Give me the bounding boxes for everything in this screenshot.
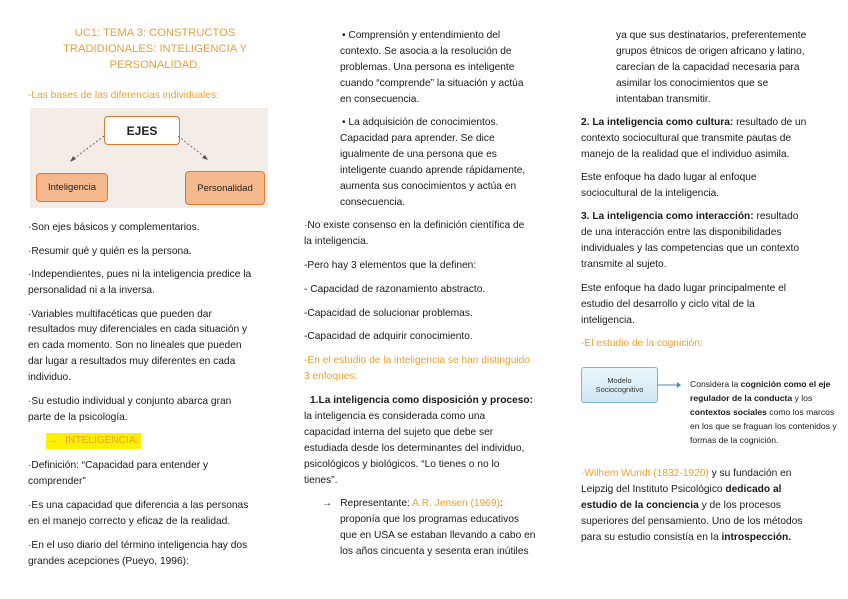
enfoque3-note-3: inteligencia.: [581, 315, 635, 326]
cog-text-3a: contextos sociales: [690, 407, 767, 417]
p-razonamiento: - Capacidad de razonamiento abstracto.: [304, 284, 486, 295]
modelo-label-1: Modelo: [607, 375, 632, 385]
wundt-l5b: introspección.: [721, 532, 792, 543]
inteligencia-heading-label: INTELIGENCIA:: [65, 435, 139, 446]
wundt-l2a: Leipzig del Instituto Psicológico: [581, 484, 726, 495]
enfoque3-note-1: Este enfoque ha dado lugar principalmente el: [581, 283, 787, 294]
p-capacidad-2: en el manejo correcto y eficaz de la realidad.: [28, 516, 231, 527]
doc-title-line-3: PERSONALIDAD.: [109, 59, 201, 71]
p-def-1: ·Definición: “Capacidad para entender y: [28, 460, 209, 471]
p-def-2: comprender”: [28, 476, 86, 487]
p-variables-2: resultados muy diferenciales en cada situación y: [28, 324, 248, 335]
bullet2-line-1: • La adquisición de conocimientos.: [342, 117, 499, 128]
bullet2-line-4: inteligente cuando aprende rápidamente,: [340, 165, 526, 176]
wundt-line-4: superiores del pensamiento. Uno de los métodos: [581, 516, 803, 527]
enfoque3-line-0: [581, 209, 798, 225]
personalidad-label: Personalidad: [197, 182, 253, 194]
rep-line-3: los años cincuenta y sesenta eran inútiles: [340, 546, 529, 557]
enfoque1-line-5: tienes”.: [304, 475, 338, 486]
wundt-l2b: dedicado al: [725, 484, 782, 495]
p-indep-2: personalidad ni a la inversa.: [28, 285, 155, 296]
bullet1-line-4: cuando “comprende” la situación y actúa: [340, 78, 524, 89]
enfoque1-line-2: capacidad interna del sujeto que debe ser: [304, 427, 494, 438]
jensen-name: A.R. Jensen (1969): [412, 498, 500, 509]
representante-colon: :: [499, 498, 503, 509]
wundt-line-5: [581, 530, 791, 546]
cog-text-2b: y los: [792, 393, 813, 403]
wundt-line-2: [581, 482, 781, 498]
arrow-right-icon: [657, 380, 681, 390]
cog-text-2: [690, 392, 812, 405]
bullet1-line-1: • Comprensión y entendimiento del: [342, 30, 501, 41]
cog-text-3b: como los marcos: [766, 407, 835, 417]
p-tres: -Pero hay 3 elementos que la definen:: [304, 260, 477, 271]
p-consenso-2: la inteligencia.: [304, 236, 369, 247]
inteligencia-heading: [46, 433, 141, 449]
representante-line: [322, 496, 503, 512]
enfoque3-note-2: estudio del desarrollo y ciclo vital de la: [581, 299, 755, 310]
inteligencia-label: Inteligencia: [47, 182, 97, 193]
representante-label: Representante:: [340, 498, 413, 509]
enfoque3-line-1: de una interacción entre las disponibilidades: [581, 227, 782, 238]
enfoque1-bold: 1.La inteligencia como disposición y proceso:: [310, 395, 534, 406]
cog-text-1b: cognición como el eje: [740, 379, 831, 389]
cog-text-1a: Considera la: [690, 379, 741, 389]
enfoque3-bold: 3. La inteligencia como interacción:: [581, 211, 754, 222]
cont-line-4: asimilar los conocimientos que se: [616, 78, 769, 89]
enfoque2-bold: 2. La inteligencia como cultura:: [581, 117, 734, 128]
cog-text-2a: regulador de la conducta: [690, 393, 793, 403]
p-indep-1: ·Independientes, pues ni la inteligencia predice la: [28, 269, 252, 280]
enfoque3-first: resultado: [753, 211, 799, 222]
bases-heading: -Las bases de las diferencias individuales:: [28, 90, 219, 101]
ejes-label: EJES: [126, 123, 158, 138]
p-variables-4: dar lugar a resultados muy diferentes en cada: [28, 356, 236, 367]
enfoque1-line-1: la inteligencia es considerada como una: [304, 411, 486, 422]
arrow-right-icon: →: [48, 435, 59, 446]
bullet2-line-5: aumenta sus conocimientos y actúa en: [340, 181, 517, 192]
enfoque2-note-2: sociocultural de la inteligencia.: [581, 188, 720, 199]
p-solucionar: -Capacidad de solucionar problemas.: [304, 308, 473, 319]
cog-text-1: [690, 378, 830, 391]
cont-line-2: grupos étnicos de origen africano y latino,: [616, 46, 805, 57]
p-estudio-1: ·Su estudio individual y conjunto abarca gran: [28, 396, 232, 407]
bullet2-line-2: Capacidad para aprender. Se dice: [340, 133, 495, 144]
wundt-line-1: [581, 466, 791, 482]
enfoque3-line-3: transmite al sujeto.: [581, 259, 667, 270]
p-estudio-2: parte de la psicología.: [28, 412, 128, 423]
doc-title-line-2: TRADIDIONALES: INTELIGENCIA Y: [63, 43, 247, 55]
wundt-line-3: [581, 498, 781, 514]
cog-text-4: en los que se fraguan los contenidos y: [690, 421, 837, 431]
bullet1-line-5: en consecuencia.: [340, 94, 420, 105]
cognicion-heading: -El estudio de la cognición:: [581, 338, 703, 349]
p-uso-1: ·En el uso diario del término inteligencia hay dos: [28, 540, 248, 551]
enfoque1-line-4: psicológicos y biológicos. “Lo tienes o no lo: [304, 459, 500, 470]
enfoque2-note-1: Este enfoque ha dado lugar al enfoque: [581, 172, 757, 183]
wundt-name: ·Wilhem Wundt (1832-1920): [581, 468, 709, 479]
doc-title-line-1: UC1: TEMA 3: CONSTRUCTOS: [74, 27, 236, 39]
wundt-l3b: y de los procesos: [698, 500, 781, 511]
p-resumir: ·Resumir qué y quién es la persona.: [28, 246, 192, 257]
enfoques-heading-1: -En el estudio de la inteligencia se han distinguido: [304, 355, 530, 366]
cont-line-1: ya que sus destinatarios, preferentemente: [616, 30, 807, 41]
p-uso-2: grandes acepciones (Pueyo, 1996):: [28, 556, 189, 567]
p-ejes: ·Son ejes básicos y complementarios.: [28, 222, 200, 233]
modelo-sociocognitivo-box: [581, 367, 658, 403]
cont-line-3: carecían de la capacidad necesaria para: [616, 62, 800, 73]
enfoque2-line-2: manejo de la realidad que el individuo asimila.: [581, 149, 790, 160]
enfoque2-line-1: contexto sociocultural que transmite pautas de: [581, 133, 792, 144]
p-variables-3: en cada momento. Son no lineales que pueden: [28, 340, 242, 351]
rep-line-1: proponía que los programas educativos: [340, 514, 519, 525]
enfoque1-title: [310, 393, 533, 409]
bullet2-line-3: igualmente de una persona que es: [340, 149, 497, 160]
rep-line-2: que en USA se estaban llevando a cabo en: [340, 530, 536, 541]
cog-text-5: formas de la cognición.: [690, 435, 779, 445]
enfoque2-line-0: [581, 115, 806, 131]
enfoque2-first: resultado de un: [733, 117, 807, 128]
p-variables-1: ·Variables multifacéticas que pueden dar: [28, 309, 212, 320]
bullet1-line-3: problemas. Una persona es inteligente: [340, 62, 515, 73]
p-capacidad-1: ·Es una capacidad que diferencia a las personas: [28, 500, 249, 511]
cont-line-5: intentaban transmitir.: [616, 94, 711, 105]
enfoque1-line-3: estudiada desde los determinantes del individuo,: [304, 443, 525, 454]
modelo-label-2: Sociocognitivo: [595, 385, 644, 394]
wundt-l3a: estudio de la conciencia: [581, 500, 699, 511]
wundt-rest: y su fundación en: [708, 468, 792, 479]
bullet2-line-6: consecuencia.: [340, 197, 406, 208]
cog-text-3: [690, 406, 834, 419]
inteligencia-box: [36, 173, 108, 202]
p-adquirir: -Capacidad de adquirir conocimiento.: [304, 331, 473, 342]
enfoque3-line-2: individuales y las competencias que un contexto: [581, 243, 800, 254]
personalidad-box: [185, 171, 265, 205]
wundt-l5a: para su estudio consistía en la: [581, 532, 722, 543]
enfoques-heading-2: 3 enfoques:: [304, 371, 358, 382]
arrow-right-icon: →: [322, 498, 333, 509]
p-consenso-1: ·No existe consenso en la definición científica de: [304, 220, 525, 231]
p-variables-5: individuo.: [28, 372, 72, 383]
bullet1-line-2: contexto. Se asocia a la resolución de: [340, 46, 512, 57]
